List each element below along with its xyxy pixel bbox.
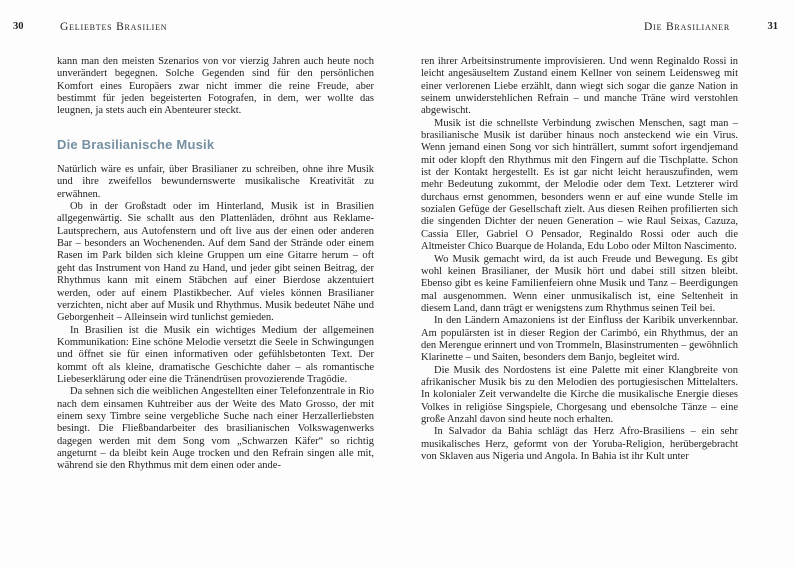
body-paragraph: Die Musik des Nordostens ist eine Palette mit einer Klangbreite von afrikanischer Musik bis zu den Melodien des portugiesischen Mittelalters. In kolonialer Zeit verwandelte die Kirche die musikalische Energie dieses Volkes in religiöse Singspiele, Chorgesang und ebensolche Tänze – eine große Anzahl davon sind heute noch erhalten. <box>421 364 738 425</box>
body-paragraph: In Brasilien ist die Musik ein wichtiges Medium der allgemeinen Kommunikation: Eine schöne Melodie versetzt die Seele in Schwingungen und öffnet sie für einen informativen oder gefühlsbetonten Text. Der kommt oft als kleine, dramatische Geschichte daher – als romantische Liebeserklärung oder eine die Tränendrüsen provozierende Tragödie. <box>57 324 374 385</box>
body-paragraph: ren ihrer Arbeitsinstrumente improvisieren. Und wenn Reginaldo Rossi in leicht angesäuseltem Zustand einem Kellner von seinem Leidensweg mit einer verlorenen Liebe erzählt, dann wiegt sich sogar die ganze Nation in seinem unwiderstehlichen Refrain – und manche Träne wird verstohlen abgewischt. <box>421 56 738 117</box>
running-head-right: Die Brasilianer <box>644 21 730 33</box>
body-paragraph: kann man den meisten Szenarios von vor vierzig Jahren auch heute noch unverändert begegnen. Solche Gegenden sind für den persönlichen Komfort eines Europäers zwar nicht immer die reine Freude, aber bestimmt für jeden begeisterten Fotografen, in dem, wer wollte das leugnen, ja stets auch ein Abenteurer steckt. <box>57 56 374 117</box>
body-paragraph: In Salvador da Bahia schlägt das Herz Afro-Brasiliens – ein sehr musikalisches Herz, geformt von der Yoruba-Religion, herübergebracht von Sklaven aus Nigeria und Angola. In Bahia ist ihr Kult unter <box>421 426 738 462</box>
right-page-text-column <box>421 56 738 463</box>
running-head-left: Geliebtes Brasilien <box>60 21 168 33</box>
body-paragraph: In den Ländern Amazoniens ist der Einfluss der Karibik unverkennbar. Am populärsten ist in dieser Region der Carimbó, ein Rhythmus, der an den Merengue erinnert und von Trommeln, Blasinstrumenten – gewöhnlich Klarinette – und Saiten, besonders dem Banjo, begleitet wird. <box>421 315 738 364</box>
body-paragraph: Natürlich wäre es unfair, über Brasilianer zu schreiben, ohne ihre Musik und ihre zweifellos bewundernswerte musikalische Kreativität zu erwähnen. <box>57 164 374 200</box>
body-paragraph: Da sehnen sich die weiblichen Angestellten einer Telefonzentrale in Rio nach dem einsamen Kuhtreiber aus der Weite des Mato Grosso, der mit einem sexy Timbre seine vergebliche Suche nach einer Herzallerliebsten besingt. Die Fließbandarbeiter des brasilianischen Volkswagenwerks dagegen werden mit dem Song vom „Schwarzen Käfer“ so richtig angeturnt – da bleibt kein Auge trocken und den Refrain singen alle mit, während sie den Rhythmus mit dem einen oder ande- <box>57 386 374 472</box>
body-paragraph: Musik ist die schnellste Verbindung zwischen Menschen, sagt man – brasilianische Musik ist darüber hinaus noch ansteckend wie ein Virus. Wenn jemand einen Song vor sich hinträllert, summt sofort irgendjemand mit oder klopft den Rhythmus mit den Fingern auf die Tischplatte. Schon ist der Kontakt hergestellt. Es ist gar nicht leicht herauszufinden, wem mehr Bedeutung zukommt, der Melodie oder dem Text. Letzterer wird durchaus ernst genommen, besonders wenn er auf eine wunde Stelle im sozialen Gefüge der Gesellschaft zielt. Aus diesen Reihen profilierten sich die singenden Dichter der neuen Generation – wie Raul Seixas, Cazuza, Cassia Eller, Gabriel O Pensador, Reginaldo Rossi oder auch die Altmeister Chico Buarque de Holanda, Edu Lobo oder Milton Nascimento. <box>421 117 738 253</box>
page-number-right: 31 <box>767 21 778 32</box>
left-page-text-column <box>57 56 374 473</box>
body-paragraph: Ob in der Großstadt oder im Hinterland, Musik ist in Brasilien allgegenwärtig. Sie schallt aus den Plattenläden, dröhnt aus Reklame-Lautsprechern, aus Autofenstern und oft live aus der einen oder anderen Bar – besonders an Wochenenden. Auf dem Sand der Strände oder einem Rasen im Park bilden sich kleine Gruppen um eine Gitarre herum – oft geht das Instrument von Hand zu Hand, und jeder gibt seinen Beitrag, der Rhythmus kann mit einem Stäbchen auf einer Bierdose akzentuiert werden, oder auf einem Plastikbecher. Auf vieles können Brasilianer verzichten, nicht aber auf Musik und Rhythmus. Musik bedeutet Nähe und Geborgenheit – Alleinsein wird tunlichst gemieden. <box>57 201 374 324</box>
body-paragraph: Wo Musik gemacht wird, da ist auch Freude und Bewegung. Es gibt wohl keinen Brasilianer, der Musik hört und dabei still sitzen bleibt. Ebenso gibt es keine Familienfeiern ohne Musik und Tanz – Beerdigungen mal ausgenommen. Wenn einer unmusikalisch ist, eine Seltenheit in diesem Land, dann trägt er wenigstens zum Rhythmus seinen Teil bei. <box>421 253 738 314</box>
page-number-left: 30 <box>13 21 24 32</box>
section-heading: Die Brasilianische Musik <box>57 136 215 152</box>
